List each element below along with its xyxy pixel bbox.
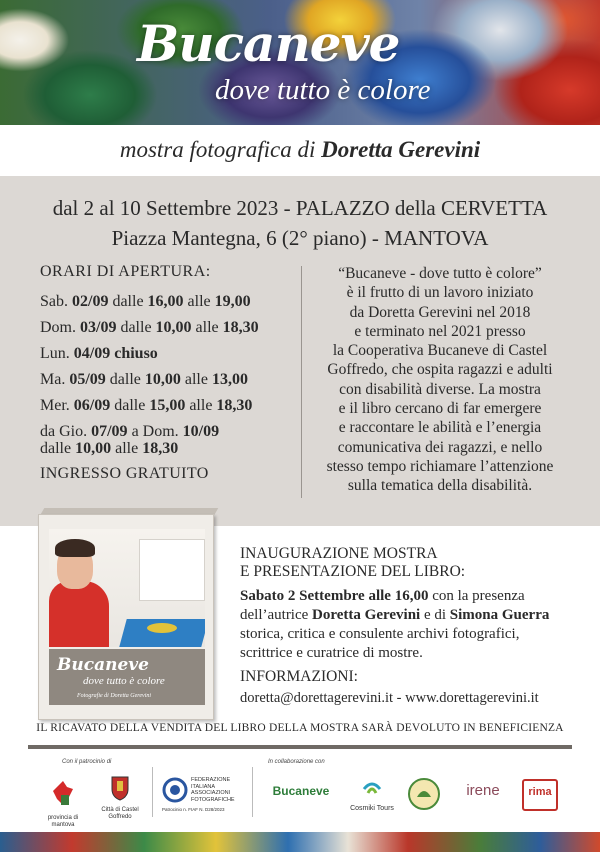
- photo-frame: [139, 539, 205, 601]
- hours-day: Sab.: [40, 293, 68, 310]
- description-line: stesso tempo richiamare l’attenzione: [326, 457, 554, 475]
- hours-to: 13,00: [211, 371, 248, 388]
- inauguration-text: dell’autrice: [240, 607, 313, 623]
- inauguration-text: scrittrice e curatrice di mostre.: [240, 645, 423, 661]
- hours-row: [40, 293, 295, 310]
- description-line: è il frutto di un lavoro iniziato: [346, 284, 534, 302]
- hours-row: [40, 345, 295, 362]
- free-entry: INGRESSO GRATUITO: [40, 465, 209, 482]
- hours-text: dalle: [112, 293, 144, 310]
- description-line: “Bucaneve - dove tutto è colore”: [338, 265, 542, 282]
- book-cover-image: [38, 508, 218, 720]
- bucaneve-logo: [262, 785, 340, 798]
- hours-date: 06/09: [73, 397, 111, 414]
- venue-address: Piazza Mantegna, 6 (2° piano) - MANTOVA: [111, 226, 489, 250]
- rima-name: rima: [528, 786, 552, 798]
- hours-day: Dom.: [40, 319, 76, 336]
- photo-palette: [147, 623, 177, 633]
- hours-day: Ma.: [40, 371, 66, 388]
- hours-to: 18,30: [222, 319, 259, 336]
- footer-separator: [152, 767, 153, 817]
- hours-to: 19,00: [214, 293, 251, 310]
- column-divider: [301, 266, 302, 498]
- hours-row-range: [40, 423, 295, 457]
- description-line: e terminato nel 2021 presso: [354, 322, 526, 340]
- hours-to: 18,30: [142, 440, 179, 457]
- patronage-label: Con il patrocinio di: [62, 759, 112, 765]
- inauguration-author: Doretta Gerevini: [312, 607, 421, 623]
- hours-day: da Gio.: [40, 423, 88, 440]
- hours-row: [40, 397, 295, 414]
- cosmiki-name: Cosmiki Tours: [350, 805, 394, 812]
- inauguration-guest: Simona Guerra: [449, 607, 550, 623]
- hours-day: Lun.: [40, 345, 70, 362]
- exhibition-label: mostra fotografica di: [119, 137, 316, 162]
- provincia-icon: [47, 777, 79, 809]
- fiaf-name: FEDERAZIONE ITALIANA ASSOCIAZIONI FOTOGRAFICHE: [191, 777, 235, 803]
- cosmiki-icon: [360, 779, 384, 799]
- hours-from: 10,00: [75, 440, 112, 457]
- hours-row: [40, 371, 295, 388]
- book-photo: [49, 529, 205, 647]
- exhibition-description: [305, 264, 575, 496]
- footer-separator: [252, 767, 253, 817]
- hours-row: [40, 319, 295, 336]
- inauguration-text: e di: [420, 607, 450, 623]
- book-author: Fotografie di Doretta Gerevini: [77, 693, 152, 699]
- book-cover: [38, 514, 214, 720]
- hours-date: 03/09: [80, 319, 117, 336]
- provincia-name: provincia di mantova: [47, 815, 79, 828]
- charity-note: IL RICAVATO DELLA VENDITA DEL LIBRO DELLA MOSTRA SARÀ DEVOLUTO IN BENEFICIENZA: [36, 722, 564, 734]
- inauguration-text: storica, critica e consulente archivi fotografici,: [240, 626, 520, 642]
- hours-from: 16,00: [147, 293, 184, 310]
- hours-text: dalle: [114, 397, 146, 414]
- hours-mid: alle: [184, 371, 208, 388]
- hours-text: dalle: [120, 319, 152, 336]
- description-line: Goffredo, che ospita ragazzi e adulti: [327, 361, 553, 379]
- inauguration-details: [240, 587, 590, 663]
- hours-from: 10,00: [144, 371, 181, 388]
- hours-text: dalle: [40, 440, 72, 457]
- hours-text: dalle: [109, 371, 141, 388]
- inauguration-heading: E PRESENTAZIONE DEL LIBRO:: [240, 563, 466, 580]
- inauguration-block: [240, 545, 590, 663]
- irene-name: irene: [466, 782, 500, 799]
- header-banner: [0, 0, 600, 125]
- inauguration-when: Sabato 2 Settembre alle 16,00: [240, 588, 429, 604]
- hours-closed: chiuso: [114, 345, 158, 362]
- badge-icon: [407, 777, 441, 811]
- provincia-logo: [38, 777, 88, 829]
- round-badge-logo: [404, 777, 444, 814]
- description-line: comunicativa dei ragazzi, e nello: [337, 438, 543, 456]
- fiaf-icon: [162, 777, 188, 803]
- cosmiki-logo: [346, 779, 398, 812]
- bottom-color-strip: [0, 832, 600, 852]
- opening-hours: [40, 263, 295, 483]
- hours-day: Mer.: [40, 397, 70, 414]
- irene-logo: [452, 782, 514, 799]
- description-line: da Doretta Gerevini nel 2018: [349, 303, 531, 321]
- hours-from: 10,00: [155, 319, 192, 336]
- citta-name: Città di Castel Goffredo: [101, 807, 139, 820]
- citta-logo: [98, 775, 142, 821]
- sponsors-footer: [0, 749, 600, 832]
- exhibition-credit: [0, 125, 600, 176]
- description-line: con disabilità diverse. La mostra: [339, 380, 541, 398]
- hours-date: 05/09: [69, 371, 106, 388]
- description-line: e il libro cercano di far emergere: [338, 400, 542, 418]
- inauguration-heading: INAUGURAZIONE MOSTRA: [240, 545, 438, 562]
- hours-date: 04/09: [73, 345, 111, 362]
- photo-figure: [49, 581, 109, 647]
- book-title: Bucaneve: [57, 655, 149, 675]
- info-heading: INFORMAZIONI:: [240, 668, 358, 685]
- banner-title: Bucaneve: [137, 14, 400, 73]
- fiaf-note: Patrocinio n. FIAF N. D28/2023: [162, 807, 225, 812]
- photo-hair: [55, 539, 95, 557]
- hours-mid: alle: [189, 397, 213, 414]
- venue-dates: dal 2 al 10 Settembre 2023 - PALAZZO della CERVETTA: [52, 196, 548, 220]
- book-subtitle: dove tutto è colore: [83, 675, 165, 687]
- hours-heading: ORARI DI APERTURA:: [40, 263, 211, 280]
- fiaf-logo: [162, 777, 242, 813]
- inauguration-text: con la presenza: [428, 588, 525, 604]
- hours-day: a Dom.: [131, 423, 179, 440]
- description-line: sulla tematica della disabilità.: [347, 477, 533, 495]
- hours-from: 15,00: [149, 397, 186, 414]
- hours-mid: alle: [115, 440, 139, 457]
- collab-label: In collaborazione con: [268, 759, 325, 765]
- description-line: la Cooperativa Bucaneve di Castel: [332, 342, 548, 360]
- hours-date: 10/09: [182, 423, 220, 440]
- hours-to: 18,30: [216, 397, 253, 414]
- bucaneve-name: Bucaneve: [272, 784, 330, 798]
- hours-mid: alle: [195, 319, 219, 336]
- coat-of-arms-icon: [110, 775, 130, 801]
- hours-date: 02/09: [72, 293, 109, 310]
- hours-date: 07/09: [91, 423, 128, 440]
- contact-info: doretta@dorettagerevini.it - www.dorettagerevini.it: [240, 690, 539, 706]
- exhibition-author: Doretta Gerevini: [321, 137, 481, 162]
- hours-mid: alle: [187, 293, 211, 310]
- rima-logo: [522, 779, 558, 811]
- description-line: e raccontare le abilità e l’energia: [338, 419, 542, 437]
- banner-subtitle: dove tutto è colore: [215, 74, 431, 106]
